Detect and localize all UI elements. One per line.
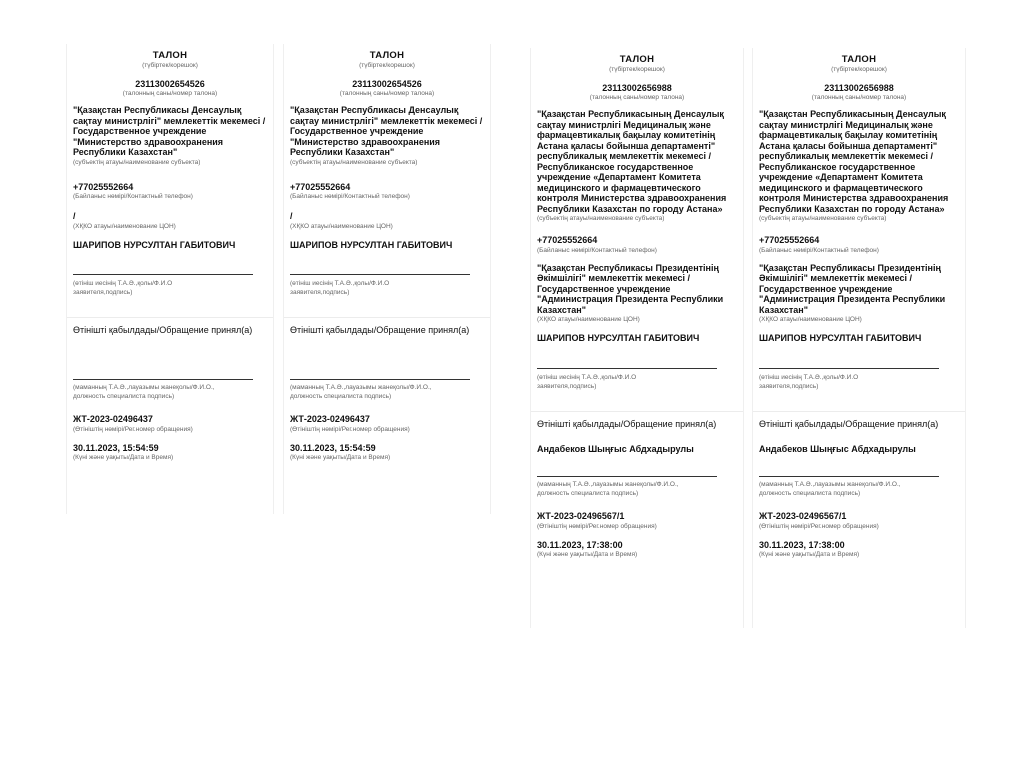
date-block bbox=[759, 540, 959, 560]
con-line: "Қазақстан Республикасы Президентінің bbox=[537, 262, 719, 273]
date-block bbox=[73, 443, 267, 463]
applicant-name: ШАРИПОВ НУРСУЛТАН ГАБИТОВИЧ bbox=[290, 239, 453, 250]
datetime: 30.11.2023, 15:54:59 bbox=[290, 442, 376, 453]
subject-block bbox=[290, 105, 484, 167]
subject-line: Государственное учреждение bbox=[290, 126, 424, 136]
con-block bbox=[759, 263, 959, 325]
ticket-title-caption: (түбіртек/корешок) bbox=[831, 66, 887, 73]
datetime: 30.11.2023, 17:38:00 bbox=[537, 539, 623, 550]
subject-line: медицинского и фармацевтического bbox=[759, 182, 923, 193]
date-caption: (Күні және уақыты/Дата и Время) bbox=[537, 551, 638, 558]
subject-line: сақтау министрлігі" мемлекеттік мекемесі / bbox=[290, 115, 483, 126]
con-name: / bbox=[290, 211, 293, 221]
reg-number: ЖТ-2023-02496437 bbox=[73, 414, 153, 424]
applicant-caption: заявителя,подпись) bbox=[537, 382, 597, 390]
ticket-number: 23113002656988 bbox=[602, 83, 672, 93]
date-block bbox=[537, 540, 737, 560]
phone-block bbox=[290, 182, 484, 202]
accepted-block bbox=[537, 419, 737, 499]
ticket-title-caption: (түбіртек/корешок) bbox=[609, 66, 665, 73]
reg-caption: (Өтініштің нөмірі/Рег.номер обращения) bbox=[537, 522, 657, 530]
con-caption: (ХҚКО атауы/наименование ЦОН) bbox=[290, 222, 393, 230]
con-block bbox=[73, 211, 267, 231]
subject-line: Республики Казахстан по городу Астана» bbox=[759, 203, 945, 214]
ticket-number: 23113002654526 bbox=[352, 79, 422, 89]
subject-line: "Министерство здравоохранения bbox=[73, 136, 224, 147]
subject-line: "Қазақстан Республикасы Денсаулық bbox=[290, 105, 459, 115]
date-caption: (Күні және уақыты/Дата и Время) bbox=[290, 454, 391, 461]
applicant-name: ШАРИПОВ НУРСУЛТАН ГАБИТОВИЧ bbox=[73, 239, 236, 250]
subject-line: сақтау министрлігі" мемлекеттік мекемесі / bbox=[73, 115, 266, 126]
applicant-signature-line bbox=[759, 361, 939, 369]
con-line: Государственное учреждение bbox=[759, 283, 893, 294]
subject-line: сақтау министрлігі Медициналық және bbox=[537, 119, 711, 130]
phone-block bbox=[73, 182, 267, 202]
subject-line: Государственное учреждение bbox=[73, 126, 207, 136]
applicant-signature-line bbox=[73, 267, 253, 275]
subject-line: "Қазақстан Республикасы Денсаулық bbox=[73, 105, 242, 115]
accepted-block bbox=[290, 325, 484, 401]
ticket-4 bbox=[752, 48, 966, 628]
applicant-caption: (өтініш иесінің Т.А.Ә.,қолы/Ф.И.О bbox=[759, 373, 859, 381]
con-caption: (ХҚКО атауы/наименование ЦОН) bbox=[759, 316, 862, 323]
specialist-signature-line bbox=[290, 372, 470, 380]
applicant-caption: (өтініш иесінің Т.А.Ә.,қолы/Ф.И.О bbox=[73, 280, 173, 287]
subject-line: контроля Министерства здравоохранения bbox=[537, 193, 727, 203]
phone-caption: (Байланыс нөмірі/Контактный телефон) bbox=[73, 193, 193, 200]
accepted-block bbox=[759, 419, 959, 499]
subject-line: контроля Министерства здравоохранения bbox=[759, 193, 949, 203]
ticket-title-caption: (түбіртек/корешок) bbox=[359, 62, 415, 69]
applicant-caption: (өтініш иесінің Т.А.Ә.,қолы/Ф.И.О bbox=[537, 373, 637, 381]
ticket-title: ТАЛОН bbox=[841, 54, 877, 65]
subject-line: республикалық мемлекеттік мекемесі / bbox=[759, 151, 933, 161]
specialist-caption: (маманның Т.А.Ә.,лауазымы жанеқолы/Ф.И.О., bbox=[759, 481, 901, 488]
applicant-caption: заявителя,подпись) bbox=[759, 382, 819, 390]
ticket-3 bbox=[530, 48, 744, 628]
subject-block bbox=[759, 109, 959, 223]
subject-caption: (субъектің атауы/наименование субъекта) bbox=[759, 215, 887, 222]
subject-block bbox=[537, 109, 737, 223]
contact-phone: +77025552664 bbox=[73, 181, 134, 192]
con-line: Казахстан" bbox=[537, 304, 586, 315]
phone-block bbox=[537, 235, 737, 255]
ticket-title: ТАЛОН bbox=[619, 54, 655, 65]
ticket-number: 23113002656988 bbox=[824, 83, 894, 93]
con-line: "Қазақстан Республикасы Президентінің bbox=[759, 262, 941, 273]
phone-caption: (Байланыс нөмірі/Контактный телефон) bbox=[290, 193, 410, 200]
applicant-name: ШАРИПОВ НУРСУЛТАН ГАБИТОВИЧ bbox=[537, 333, 700, 343]
subject-caption: (субъектің атауы/наименование субъекта) bbox=[537, 215, 665, 222]
subject-line: "Қазақстан Республикасының Денсаулық bbox=[537, 109, 724, 119]
specialist-caption: должность специалиста подпись) bbox=[73, 393, 175, 400]
ticket-2 bbox=[283, 44, 491, 514]
specialist-signature-line bbox=[537, 469, 717, 477]
applicant-signature-line bbox=[537, 361, 717, 369]
con-line: Әкімшілігі" мемлекеттік мекемесі / bbox=[759, 273, 913, 283]
applicant-block bbox=[290, 240, 484, 298]
subject-line: "Қазақстан Республикасының Денсаулық bbox=[759, 109, 946, 119]
subject-line: республикалық мемлекеттік мекемесі / bbox=[537, 151, 711, 161]
accepted-label: Өтінішті қабылдады/Обращение принял(а) bbox=[290, 325, 470, 335]
applicant-block bbox=[537, 333, 737, 391]
datetime: 30.11.2023, 15:54:59 bbox=[73, 442, 159, 453]
specialist-caption: должность специалиста подпись) bbox=[759, 490, 861, 497]
specialist-caption: должность специалиста подпись) bbox=[290, 393, 392, 400]
phone-caption: (Байланыс нөмірі/Контактный телефон) bbox=[759, 246, 879, 254]
subject-caption: (субъектің атауы/наименование субъекта) bbox=[73, 158, 201, 166]
phone-block bbox=[759, 235, 959, 255]
con-line: Государственное учреждение bbox=[537, 283, 671, 294]
date-caption: (Күні және уақыты/Дата и Время) bbox=[73, 454, 174, 461]
reg-block bbox=[759, 511, 959, 531]
subject-line: Республики Казахстан по городу Астана» bbox=[537, 203, 723, 214]
con-name: / bbox=[73, 211, 76, 221]
accepted-by-name: Андабеков Шыңғыс Абдхадырулы bbox=[537, 443, 694, 454]
specialist-caption: (маманның Т.А.Ә.,лауазымы жанеқолы/Ф.И.О., bbox=[537, 481, 679, 488]
accepted-label: Өтінішті қабылдады/Обращение принял(а) bbox=[759, 418, 939, 429]
date-caption: (Күні және уақыты/Дата и Время) bbox=[759, 551, 860, 558]
contact-phone: +77025552664 bbox=[759, 235, 820, 245]
subject-line: сақтау министрлігі Медициналық және bbox=[759, 119, 933, 130]
applicant-block bbox=[73, 240, 267, 298]
subject-line: "Министерство здравоохранения bbox=[290, 136, 441, 147]
con-block bbox=[290, 211, 484, 231]
applicant-caption: (өтініш иесінің Т.А.Ә.,қолы/Ф.И.О bbox=[290, 280, 390, 287]
con-line: "Администрация Президента Республики bbox=[759, 294, 946, 304]
subject-line: Республики Казахстан" bbox=[73, 147, 178, 157]
subject-block bbox=[73, 105, 267, 167]
subject-line: учреждение «Департамент Комитета bbox=[759, 172, 923, 182]
subject-line: Республики Казахстан" bbox=[290, 147, 395, 157]
con-caption: (ХҚКО атауы/наименование ЦОН) bbox=[73, 222, 176, 230]
divider bbox=[284, 317, 490, 318]
ticket-number: 23113002654526 bbox=[135, 79, 205, 89]
subject-line: медицинского и фармацевтического bbox=[537, 182, 701, 193]
specialist-caption: (маманның Т.А.Ә.,лауазымы жанеқолы/Ф.И.О., bbox=[73, 384, 215, 391]
accepted-by-name: Андабеков Шыңғыс Абдхадырулы bbox=[759, 443, 916, 454]
contact-phone: +77025552664 bbox=[537, 235, 598, 245]
con-caption: (ХҚКО атауы/наименование ЦОН) bbox=[537, 316, 640, 323]
ticket-number-caption: (талонның саны/номер талона) bbox=[589, 94, 685, 101]
reg-block bbox=[537, 511, 737, 531]
reg-number: ЖТ-2023-02496567/1 bbox=[759, 511, 847, 521]
divider bbox=[531, 411, 743, 412]
accepted-label: Өтінішті қабылдады/Обращение принял(а) bbox=[73, 325, 253, 335]
ticket-title: ТАЛОН bbox=[152, 50, 188, 61]
subject-line: Республиканское государственное bbox=[759, 161, 916, 172]
subject-line: Астана қаласы бойынша департаменті" bbox=[759, 140, 938, 151]
ticket-1 bbox=[66, 44, 274, 514]
applicant-signature-line bbox=[290, 267, 470, 275]
reg-caption: (Өтініштің нөмірі/Рег.номер обращения) bbox=[73, 425, 193, 433]
reg-number: ЖТ-2023-02496567/1 bbox=[537, 511, 625, 521]
divider bbox=[753, 411, 965, 412]
reg-caption: (Өтініштің нөмірі/Рег.номер обращения) bbox=[759, 522, 879, 530]
ticket-number-caption: (талонның саны/номер талона) bbox=[122, 90, 218, 97]
ticket-title: ТАЛОН bbox=[369, 50, 405, 61]
ticket-title-caption: (түбіртек/корешок) bbox=[142, 62, 198, 69]
subject-line: Астана қаласы бойынша департаменті" bbox=[537, 140, 716, 151]
applicant-caption: заявителя,подпись) bbox=[73, 289, 133, 296]
applicant-caption: заявителя,подпись) bbox=[290, 289, 350, 296]
specialist-caption: должность специалиста подпись) bbox=[537, 490, 639, 497]
con-line: "Администрация Президента Республики bbox=[537, 294, 724, 304]
specialist-signature-line bbox=[759, 469, 939, 477]
accepted-label: Өтінішті қабылдады/Обращение принял(а) bbox=[537, 418, 717, 429]
ticket-number-caption: (талонның саны/номер талона) bbox=[339, 90, 435, 97]
con-line: Әкімшілігі" мемлекеттік мекемесі / bbox=[537, 273, 691, 283]
applicant-block bbox=[759, 333, 959, 391]
reg-number: ЖТ-2023-02496437 bbox=[290, 414, 370, 424]
datetime: 30.11.2023, 17:38:00 bbox=[759, 539, 845, 550]
date-block bbox=[290, 443, 484, 463]
accepted-block bbox=[73, 325, 267, 401]
subject-line: фармацевтикалық бақылау комитетінің bbox=[537, 130, 716, 140]
con-line: Казахстан" bbox=[759, 304, 808, 315]
con-block bbox=[537, 263, 737, 325]
contact-phone: +77025552664 bbox=[290, 181, 351, 192]
phone-caption: (Байланыс нөмірі/Контактный телефон) bbox=[537, 246, 657, 254]
applicant-name: ШАРИПОВ НУРСУЛТАН ГАБИТОВИЧ bbox=[759, 333, 922, 343]
subject-line: Республиканское государственное bbox=[537, 161, 694, 172]
ticket-number-caption: (талонның саны/номер талона) bbox=[811, 94, 907, 101]
reg-block bbox=[73, 414, 267, 434]
specialist-caption: (маманның Т.А.Ә.,лауазымы жанеқолы/Ф.И.О., bbox=[290, 384, 432, 391]
reg-caption: (Өтініштің нөмірі/Рег.номер обращения) bbox=[290, 425, 410, 433]
subject-line: учреждение «Департамент Комитета bbox=[537, 172, 701, 182]
subject-line: фармацевтикалық бақылау комитетінің bbox=[759, 130, 938, 140]
divider bbox=[67, 317, 273, 318]
specialist-signature-line bbox=[73, 372, 253, 380]
subject-caption: (субъектің атауы/наименование субъекта) bbox=[290, 158, 418, 166]
reg-block bbox=[290, 414, 484, 434]
